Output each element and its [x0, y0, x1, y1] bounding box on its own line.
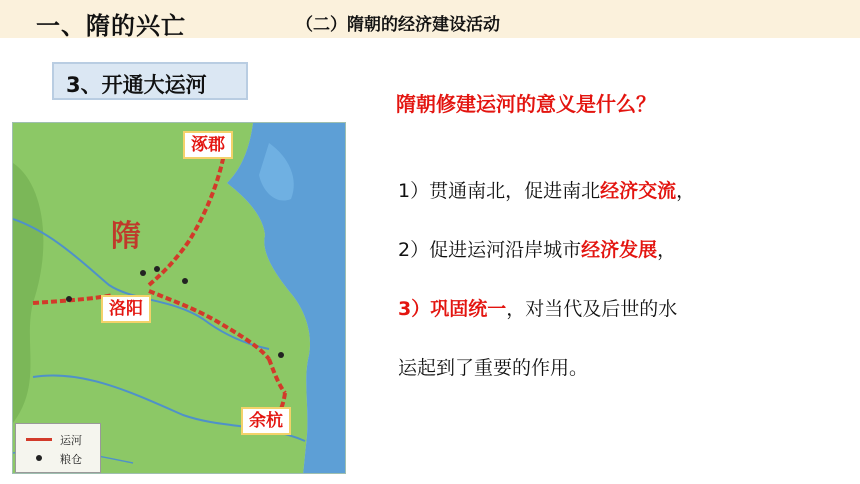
city-zhuojun: 涿郡 — [183, 131, 233, 159]
answer-line-2 — [398, 235, 676, 262]
question-text: 隋朝修建运河的意义是什么？ — [396, 92, 656, 116]
section-tag — [52, 62, 248, 100]
answer-2-text: 2）促进运河沿岸城市 — [398, 239, 582, 261]
canal-legend-icon — [26, 438, 52, 441]
answer-1-text: 1）贯通南北，促进南北 — [398, 180, 601, 202]
answer-2-highlight: 经济发展 — [581, 239, 658, 261]
granary-dot — [66, 296, 72, 302]
grand-canal-map — [12, 122, 346, 474]
map-graphic — [13, 123, 346, 474]
answer-4-text: 运起到了重要的作用。 — [398, 357, 589, 379]
legend-granary-label: 粮仓 — [60, 453, 82, 466]
answer-2-tail: ， — [657, 239, 677, 261]
granary-dot — [154, 266, 160, 272]
granary-dot — [278, 352, 284, 358]
answer-1-highlight: 经济交流 — [600, 180, 677, 202]
answer-line-3 — [398, 294, 677, 321]
header-bar — [0, 0, 860, 38]
legend-canal-label: 运河 — [60, 434, 82, 447]
answer-line-4 — [398, 353, 588, 380]
answer-3-tail: ，对当代及后世的水 — [506, 298, 678, 320]
granary-legend-icon — [36, 455, 42, 461]
map-legend — [15, 423, 101, 473]
slide-subtitle: （二）隋朝的经济建设活动 — [296, 15, 500, 35]
granary-dot — [182, 278, 188, 284]
answer-line-1 — [398, 176, 695, 203]
section-label: 3、开通大运河 — [66, 73, 207, 97]
city-yuhang: 余杭 — [241, 407, 291, 435]
answer-3-highlight: 3）巩固统一 — [398, 298, 507, 320]
slide-title: 一、隋的兴亡 — [36, 12, 186, 40]
granary-dot — [140, 270, 146, 276]
city-luoyang: 洛阳 — [101, 295, 151, 323]
answer-1-tail: ， — [676, 180, 696, 202]
dynasty-label: 隋 — [111, 219, 141, 254]
